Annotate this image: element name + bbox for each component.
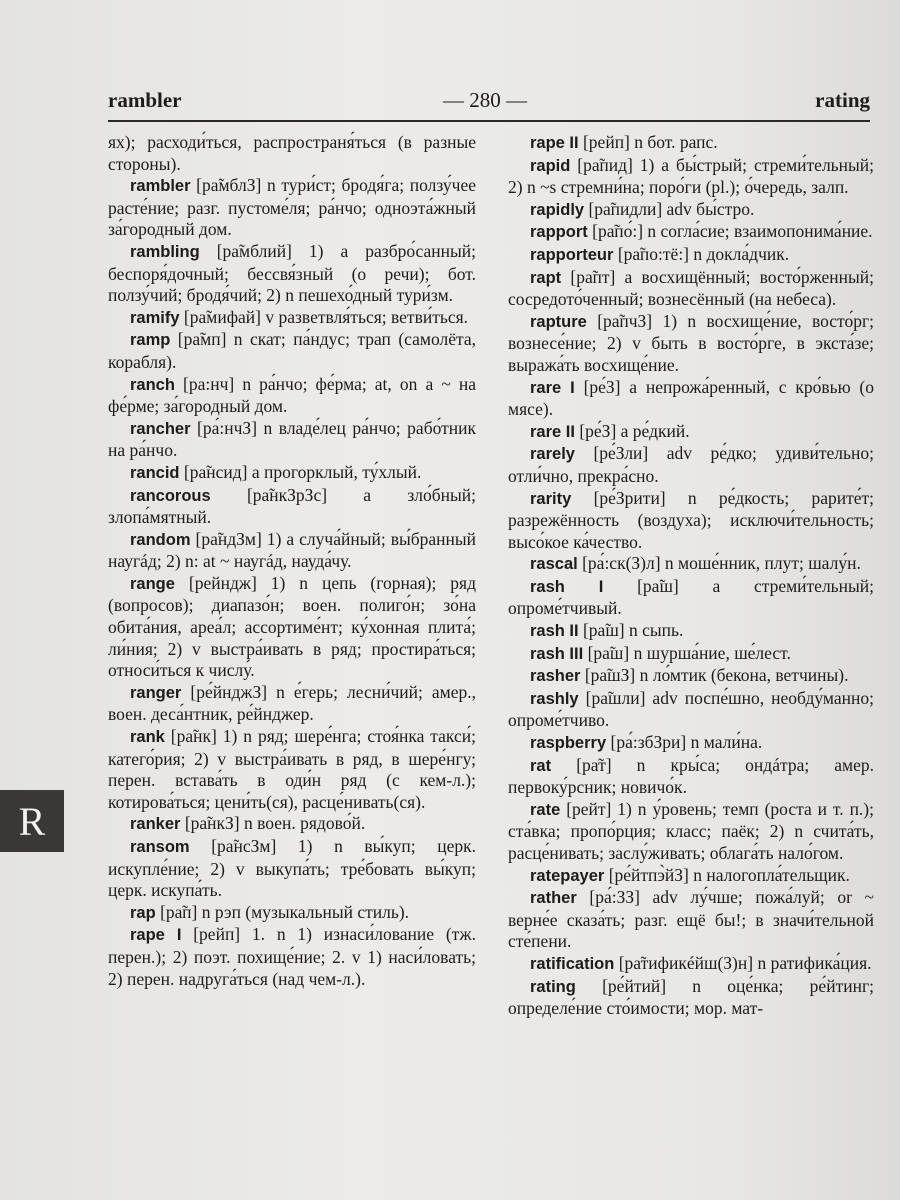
entry-definition: [рейндж] 1) n цепь (горная); ряд (вопросов); диапазо́н; воен. полиго́н; зо́на обита́ния, ареа́л; ассортиме́нт; ку́хонная плита́; ли́ния; 2) v выстра́ивать в ряд; простира́ться; относи́ться к числу́. bbox=[108, 572, 476, 681]
entry-definition: [ра̃нсид] a прогорклый, ту́хлый. bbox=[183, 461, 422, 482]
dictionary-entry bbox=[108, 241, 476, 307]
dictionary-entry bbox=[108, 329, 476, 373]
dictionary-entry bbox=[108, 902, 476, 925]
entry-headword: rank bbox=[130, 728, 165, 747]
entry-definition: [ра́:ЗЗ] adv лу́чше; пожа́луй; or ~ верне́е сказа́ть; разг. ещё бы!; в значи́тельной сте́пени. bbox=[508, 887, 874, 952]
dictionary-entry bbox=[508, 620, 874, 643]
entry-definition: [ра̃ш] a стреми́тельный; опроме́тчивый. bbox=[508, 575, 875, 619]
dictionary-entry bbox=[508, 887, 874, 953]
entry-definition: [ра́:ск(З)л] n моше́нник, плут; шалу́н. bbox=[582, 553, 861, 574]
entry-headword: rancorous bbox=[130, 486, 211, 505]
right-column bbox=[508, 132, 874, 1020]
dictionary-entry bbox=[108, 485, 476, 529]
dictionary-entry bbox=[508, 576, 874, 620]
entry-headword: rate bbox=[530, 800, 561, 819]
entry-headword: ransom bbox=[130, 838, 190, 856]
entry-headword: rapid bbox=[530, 156, 571, 175]
entry-definition: [ра̃нсЗм] 1) n вы́куп; церк. искупле́ние; 2) v выкупа́ть; тре́бовать вы́куп; церк. искупа́ть. bbox=[108, 836, 476, 901]
entry-definition: [ра̃нкЗ] n воен. рядово́й. bbox=[184, 813, 366, 834]
entry-definition: [ре́Зли] adv ре́дко; удиви́тельно; отли́чно, прекра́сно. bbox=[508, 443, 874, 486]
dictionary-entry bbox=[508, 976, 874, 1020]
dictionary-entry bbox=[508, 953, 874, 976]
entry-definition: [ра:нч] n ра́нчо; фе́рма; at, on a ~ на фе́рме; за́городный дом. bbox=[108, 373, 477, 417]
entry-headword: rambler bbox=[130, 177, 191, 196]
entry-definition: [ра̃шЗ] n ло́мтик (бекона, ветчины). bbox=[584, 665, 849, 686]
entry-headword: rancher bbox=[130, 419, 191, 438]
dictionary-entry bbox=[508, 421, 874, 444]
entry-definition: [ра̃т] n кры́са; ондáтра; амер. первоку́рсник; новичо́к. bbox=[508, 754, 875, 798]
entry-definition: [ра̃п] n рэп (музыкальный стиль). bbox=[160, 901, 410, 922]
entry-headword: raspberry bbox=[530, 734, 607, 753]
entry-headword: rash II bbox=[530, 622, 579, 641]
entry-definition: [рейп] 1. n 1) изнаси́лование (тж. перен.); 2) поэт. похище́ние; 2. v 1) наси́ловать; 2) перен. надруга́ться (над чем-л.). bbox=[108, 924, 476, 989]
entry-headword: rapport bbox=[530, 223, 588, 242]
entry-headword: random bbox=[130, 530, 191, 549]
entry-definition: [ра̃мифай] v разветвля́ться; ветви́ться. bbox=[183, 306, 469, 327]
entry-headword: rating bbox=[530, 977, 576, 996]
dictionary-entry bbox=[508, 267, 874, 311]
entry-definition: [рейт] 1) n у́ровень; темп (роста и т. п.); ста́вка; пропо́рция; класс; паёк; 2) n счита́ть, расце́нивать; заслу́живать; облага́ть нало́гом. bbox=[508, 798, 874, 863]
entry-definition: [рейп] n бот. рапс. bbox=[582, 132, 718, 152]
entry-definition: [ра̃мп] n скат; па́ндус; трап (самолёта, корабля). bbox=[108, 329, 476, 372]
entry-definition: [ра̃нк] 1) n ряд; шере́нга; стоя́нка такси́; катего́рия; 2) v выстра́ивать в ряд, в шере́нгу; перен. встава́ть в оди́н ряд (с кем-л.); котирова́ться; цени́ть(ся), расце́нивать(ся). bbox=[108, 726, 476, 812]
entry-headword: ratification bbox=[530, 954, 615, 973]
entry-definition: [ре́З] a непрожа́ренный, с кро́вью (о мясе). bbox=[508, 376, 874, 420]
entry-headword: rambling bbox=[130, 242, 200, 261]
entry-definition: [ра́:нчЗ] n владе́лец ра́нчо; рабо́тник на ра́нчо. bbox=[108, 417, 477, 461]
entry-headword: rat bbox=[530, 756, 552, 775]
dictionary-entry bbox=[508, 221, 874, 244]
entry-headword: rape I bbox=[130, 926, 182, 945]
entry-definition: [ра̃ндЗм] 1) a случа́йный; вы́бранный наугáд; 2) n: at ~ наугáд, науда́чу. bbox=[108, 528, 477, 572]
dictionary-entry bbox=[508, 244, 874, 267]
entry-headword: rare II bbox=[530, 422, 575, 441]
entry-headword: ranch bbox=[130, 375, 175, 394]
dictionary-entry bbox=[508, 865, 874, 888]
dictionary-entry bbox=[108, 813, 476, 836]
entry-headword: rarity bbox=[530, 489, 572, 508]
entry-headword: rash I bbox=[530, 577, 604, 596]
dictionary-entry bbox=[108, 374, 476, 418]
entry-headword: rash III bbox=[530, 644, 584, 663]
entry-headword: rarely bbox=[530, 445, 575, 464]
left-column bbox=[108, 132, 476, 990]
dictionary-entry bbox=[108, 836, 476, 902]
dictionary-entry bbox=[508, 553, 874, 576]
entry-continuation: ях); расходи́ться, распространя́ться (в разные стороны). bbox=[108, 132, 476, 174]
entry-definition: [ра̃пт] a восхищённый; восто́рженный; сосредото́ченный; вознесённый (на небеса). bbox=[508, 266, 874, 310]
dictionary-entry bbox=[108, 307, 476, 330]
entry-headword: rather bbox=[530, 889, 577, 908]
entry-definition: [ре́йнджЗ] n е́герь; лесни́чий; амер., воен. деса́нтник, ре́йнджер. bbox=[108, 681, 476, 725]
entry-definition: [ре́З] a ре́дкий. bbox=[579, 420, 690, 441]
entry-definition: [ра̃по:тё:] n докла́дчик. bbox=[617, 243, 790, 264]
entry-definition: [ра̃по́:] n согла́сие; взаимопонима́ние. bbox=[592, 221, 873, 242]
entry-headword: ramify bbox=[130, 308, 180, 327]
dictionary-entry bbox=[108, 418, 476, 462]
entry-definition: [ра́:збЗри] n мали́на. bbox=[610, 732, 763, 753]
entry-headword: rare I bbox=[530, 378, 575, 397]
dictionary-entry bbox=[108, 682, 476, 726]
page-number: — 280 — bbox=[443, 88, 527, 112]
entry-definition: [ра̃шли] adv поспе́шно, необду́манно; опроме́тчиво. bbox=[508, 687, 874, 731]
entry-definition: [ре́Зрити] n ре́дкость; рарите́т; разрежённость (воздуха); исключи́тельность; высо́кое ка́чество. bbox=[508, 487, 875, 552]
entry-definition: [ре́йтий] n оце́нка; ре́йтинг; определе́ние сто́имости; мор. мат- bbox=[508, 975, 874, 1019]
entry-definition: [ра̃пчЗ] 1) n восхище́ние, восто́рг; вознесе́ние; 2) v быть в восто́рге, в экста́зе; выража́ть восхище́ние. bbox=[508, 310, 874, 375]
entry-headword: rasher bbox=[530, 667, 581, 686]
entry-headword: rapporteur bbox=[530, 245, 614, 264]
entry-headword: rape II bbox=[530, 134, 579, 152]
entry-definition: [ра̃мблЗ] n тури́ст; бродя́га; ползу́чее расте́ние; разг. пустоме́ля; ра́нчо; одноэта́жный за́городный дом. bbox=[108, 175, 476, 240]
dictionary-entry bbox=[508, 443, 874, 487]
entry-headword: rap bbox=[130, 903, 156, 922]
header-rule bbox=[108, 120, 870, 122]
dictionary-entry bbox=[508, 755, 874, 799]
entry-headword: rapture bbox=[530, 312, 587, 331]
dictionary-entry bbox=[108, 529, 476, 573]
dictionary-entry bbox=[508, 488, 874, 554]
dictionary-entry bbox=[108, 175, 476, 241]
entry-headword: ramp bbox=[130, 331, 171, 350]
dictionary-entry bbox=[508, 199, 874, 222]
entry-headword: ranker bbox=[130, 815, 181, 834]
dictionary-entry bbox=[508, 311, 874, 377]
left-running-headword: rambler bbox=[108, 88, 182, 112]
dictionary-entry bbox=[508, 799, 874, 865]
entry-headword: rancid bbox=[130, 463, 180, 482]
entry-definition: [ре́йтпэ̀йЗ] n налогопла́тельщик. bbox=[608, 864, 850, 885]
dictionary-entry bbox=[508, 732, 874, 755]
dictionary-entry bbox=[508, 377, 874, 421]
entry-headword: ratepayer bbox=[530, 866, 605, 885]
entry-definition: [ра̃пидли] adv бы́стро. bbox=[588, 198, 755, 219]
entry-definition: [ра̃ш] n сыпь. bbox=[582, 620, 684, 641]
dictionary-entry bbox=[108, 726, 476, 813]
entry-headword: ranger bbox=[130, 683, 182, 702]
entry-headword: rascal bbox=[530, 555, 578, 574]
entry-definition: [ра̃пид] 1) a бы́стрый; стреми́тельный; 2) n ~s стремни́на; поро́ги (pl.); о́чередь, залп. bbox=[508, 154, 875, 198]
dictionary-entry bbox=[108, 462, 476, 485]
entry-definition: [ра̃нкЗрЗс] a зло́бный; злопа́мятный. bbox=[108, 484, 476, 528]
entry-definition: [ра̃мблий] 1) a разбро́санный; беспоря́дочный; бессвя́зный (о речи); бот. ползу́чий; бродя́чий; 2) n пешехо́дный тури́зм. bbox=[108, 240, 476, 306]
entry-headword: rashly bbox=[530, 689, 579, 708]
entry-definition: [ра̃тификéйш(З)н] n ратифика́ция. bbox=[618, 952, 872, 973]
dictionary-entry bbox=[508, 132, 874, 155]
dictionary-entry bbox=[108, 573, 476, 682]
entry-definition: [ра̃ш] n шурша́ние, ше́лест. bbox=[587, 642, 791, 663]
entry-headword: rapidly bbox=[530, 200, 585, 219]
right-running-headword: rating bbox=[815, 88, 870, 112]
dictionary-entry bbox=[108, 132, 476, 175]
dictionary-entry bbox=[108, 924, 476, 990]
dictionary-entry bbox=[508, 665, 874, 688]
page-header bbox=[108, 88, 870, 122]
entry-headword: range bbox=[130, 574, 175, 593]
dictionary-entry bbox=[508, 688, 874, 732]
thumb-index-letter: R bbox=[18, 798, 46, 844]
dictionary-entry bbox=[508, 643, 874, 666]
dictionary-entry bbox=[508, 155, 874, 199]
thumb-index-tab bbox=[0, 790, 64, 852]
entry-headword: rapt bbox=[530, 268, 562, 287]
